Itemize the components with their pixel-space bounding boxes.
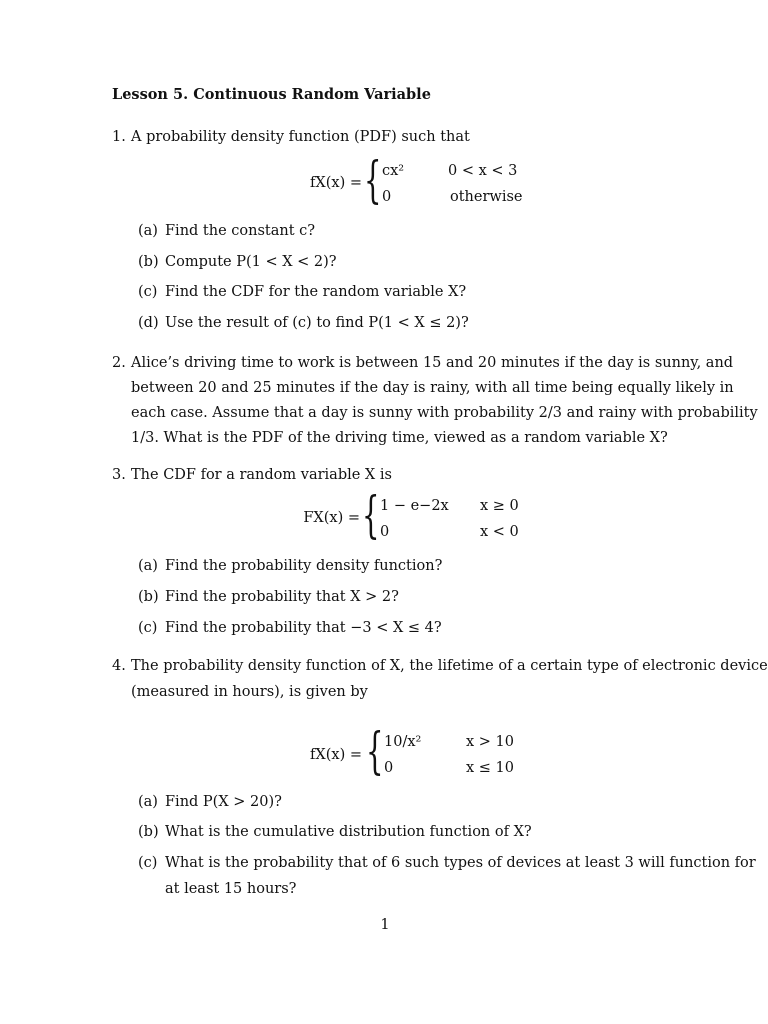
problem-3-lhs: FX(x) =: [303, 510, 360, 526]
problem-1-lhs: fX(x) =: [310, 175, 362, 191]
problem-3a-label: (a): [138, 558, 158, 574]
problem-4c-text: What is the probability that of 6 such types of devices at least 3 will function for: [165, 855, 756, 871]
problem-4-case1-expr: 10/x²: [384, 734, 422, 750]
problem-2-line-2: between 20 and 25 minutes if the day is rainy, with all time being equally likely in: [131, 380, 734, 396]
problem-4a-text: Find P(X > 20)?: [165, 794, 282, 810]
problem-3-brace: {: [362, 486, 380, 544]
problem-3-case1-cond: x ≥ 0: [480, 498, 519, 514]
problem-2-number: 2.: [112, 355, 126, 371]
problem-4c-label: (c): [138, 855, 158, 871]
problem-3-case1-expr: 1 − e−2x: [380, 498, 449, 514]
problem-3-case2-cond: x < 0: [480, 524, 519, 540]
problem-3-text: The CDF for a random variable X is: [131, 467, 392, 483]
problem-2-line-4: 1/3. What is the PDF of the driving time, viewed as a random variable X?: [131, 430, 668, 446]
problem-4-case2-cond: x ≤ 10: [466, 760, 514, 776]
problem-3c-label: (c): [138, 620, 158, 636]
problem-4-line-2: (measured in hours), is given by: [131, 684, 368, 700]
problem-3b-label: (b): [138, 589, 159, 605]
problem-1-case2-expr: 0: [382, 189, 392, 205]
problem-2-line-1: Alice’s driving time to work is between 15 and 20 minutes if the day is sunny, and: [131, 355, 734, 371]
problem-1d-text: Use the result of (c) to find P(1 < X ≤ 2)?: [165, 315, 469, 331]
problem-1c-text: Find the CDF for the random variable X?: [165, 284, 467, 300]
problem-3a-text: Find the probability density function?: [165, 558, 443, 574]
problem-4b-text: What is the cumulative distribution function of X?: [165, 824, 532, 840]
problem-4b-label: (b): [138, 824, 159, 840]
problem-1b-text: Compute P(1 < X < 2)?: [165, 254, 337, 270]
problem-3-case2-expr: 0: [380, 524, 390, 540]
problem-4-case2-expr: 0: [384, 760, 394, 776]
problem-4c-text-continued: at least 15 hours?: [165, 881, 297, 897]
problem-1-brace: {: [364, 151, 382, 209]
problem-3b-text: Find the probability that X > 2?: [165, 589, 399, 605]
problem-4-lhs: fX(x) =: [310, 747, 362, 763]
problem-1c-label: (c): [138, 284, 158, 300]
problem-2-line-3: each case. Assume that a day is sunny with probability 2/3 and rainy with probability: [131, 405, 758, 421]
page-title: Lesson 5. Continuous Random Variable: [112, 86, 431, 103]
page-number: 1: [380, 917, 390, 933]
problem-4a-label: (a): [138, 794, 158, 810]
problem-1b-label: (b): [138, 254, 159, 270]
problem-4-line-1: The probability density function of X, the lifetime of a certain type of electronic device: [131, 658, 768, 674]
problem-1-case2-cond: otherwise: [450, 189, 523, 205]
problem-1-case1-cond: 0 < x < 3: [448, 163, 518, 179]
problem-1-case1-expr: cx²: [382, 163, 405, 179]
problem-1a-label: (a): [138, 223, 158, 239]
problem-4-brace: {: [366, 722, 384, 780]
problem-4-number: 4.: [112, 658, 126, 674]
problem-1a-text: Find the constant c?: [165, 223, 316, 239]
problem-4-case1-cond: x > 10: [466, 734, 514, 750]
problem-1d-label: (d): [138, 315, 159, 331]
problem-1-text: A probability density function (PDF) such that: [131, 129, 470, 145]
problem-3c-text: Find the probability that −3 < X ≤ 4?: [165, 620, 442, 636]
problem-1-number: 1.: [112, 129, 126, 145]
problem-3-number: 3.: [112, 467, 126, 483]
